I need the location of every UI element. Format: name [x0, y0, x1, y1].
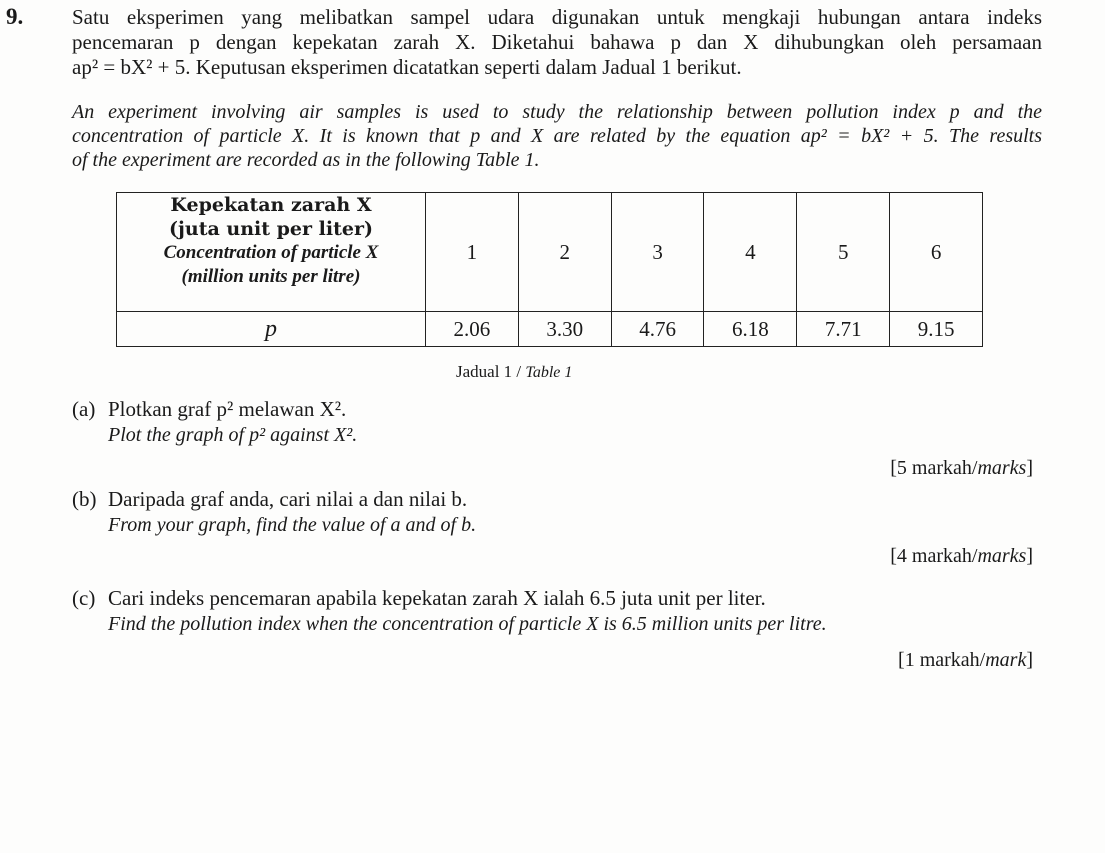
p-value-cell: 2.06: [426, 312, 519, 347]
part-b-malay: Daripada graf anda, cari nilai a dan nilai b.: [108, 487, 468, 511]
header-en-1: Concentration of particle X: [163, 242, 379, 263]
part-b-english: From your graph, find the value of a and of b.: [108, 514, 477, 536]
malay-line-2: pencemaran p dengan kepekatan zarah X. Diketahui bahawa p dan X dihubungkan oleh persamaan: [72, 30, 1042, 54]
english-line-1: An experiment involving air samples is used to study the relationship between pollution index p and the: [72, 101, 1042, 123]
marks-ms: [1 markah/: [898, 649, 986, 671]
caption-english: Table 1: [525, 364, 573, 381]
part-a-label: (a): [72, 397, 96, 421]
x-value-cell: 5: [797, 193, 890, 312]
p-value-cell: 9.15: [890, 312, 983, 347]
part-a-english: Plot the graph of p² against X².: [108, 424, 358, 446]
malay-line-3: ap² = bX² + 5. Keputusan eksperimen dicatatkan seperti dalam Jadual 1 berikut.: [72, 55, 742, 79]
marks-ms: [5 markah/: [890, 457, 978, 479]
marks-end: ]: [1026, 457, 1033, 479]
x-value-cell: 6: [890, 193, 983, 312]
x-value-cell: 2: [518, 193, 611, 312]
marks-ms: [4 markah/: [890, 545, 978, 567]
header-ms-2: (juta unit per liter): [169, 218, 373, 240]
part-c-label: (c): [72, 586, 96, 610]
question-text-english: [72, 100, 1042, 172]
part-c-marks: [898, 649, 1033, 672]
header-cell-x: [117, 193, 426, 312]
marks-end: ]: [1026, 649, 1033, 671]
part-c-malay: Cari indeks pencemaran apabila kepekatan zarah X ialah 6.5 juta unit per liter.: [108, 586, 766, 610]
part-c: [72, 585, 827, 637]
part-b-marks: [890, 545, 1033, 568]
p-value-cell: 7.71: [797, 312, 890, 347]
table-row-p: [117, 312, 983, 347]
p-value-cell: 3.30: [518, 312, 611, 347]
part-a-marks: [890, 457, 1033, 480]
header-ms-1: Kepekatan zarah X: [170, 194, 372, 216]
marks-en: marks: [977, 457, 1027, 479]
data-table: [116, 192, 983, 347]
x-value-cell: 4: [704, 193, 797, 312]
english-line-2: concentration of particle X. It is known that p and X are related by the equation ap² = bX² + 5. The results: [72, 125, 1042, 147]
english-line-3: of the experiment are recorded as in the following Table 1.: [72, 149, 540, 171]
part-b: [72, 486, 476, 538]
malay-line-1: Satu eksperimen yang melibatkan sampel udara digunakan untuk mengkaji hubungan antara indeks: [72, 5, 1042, 29]
p-value-cell: 4.76: [611, 312, 704, 347]
marks-en: marks: [977, 545, 1027, 567]
marks-en: mark: [985, 649, 1027, 671]
question-number: 9.: [6, 4, 24, 29]
part-b-label: (b): [72, 487, 97, 511]
marks-end: ]: [1026, 545, 1033, 567]
p-value-cell: 6.18: [704, 312, 797, 347]
part-c-english: Find the pollution index when the concentration of particle X is 6.5 million units per litre.: [108, 613, 827, 635]
x-value-cell: 3: [611, 193, 704, 312]
question-text-malay: [72, 5, 1042, 80]
header-en-2: (million units per litre): [181, 266, 361, 287]
part-a: [72, 396, 357, 448]
x-value-cell: 1: [426, 193, 519, 312]
caption-malay: Jadual 1 /: [456, 362, 522, 381]
part-a-malay: Plotkan graf p² melawan X².: [108, 397, 347, 421]
table-caption: [456, 362, 572, 382]
header-cell-p: p: [117, 312, 426, 347]
table-row-x: [117, 193, 983, 312]
